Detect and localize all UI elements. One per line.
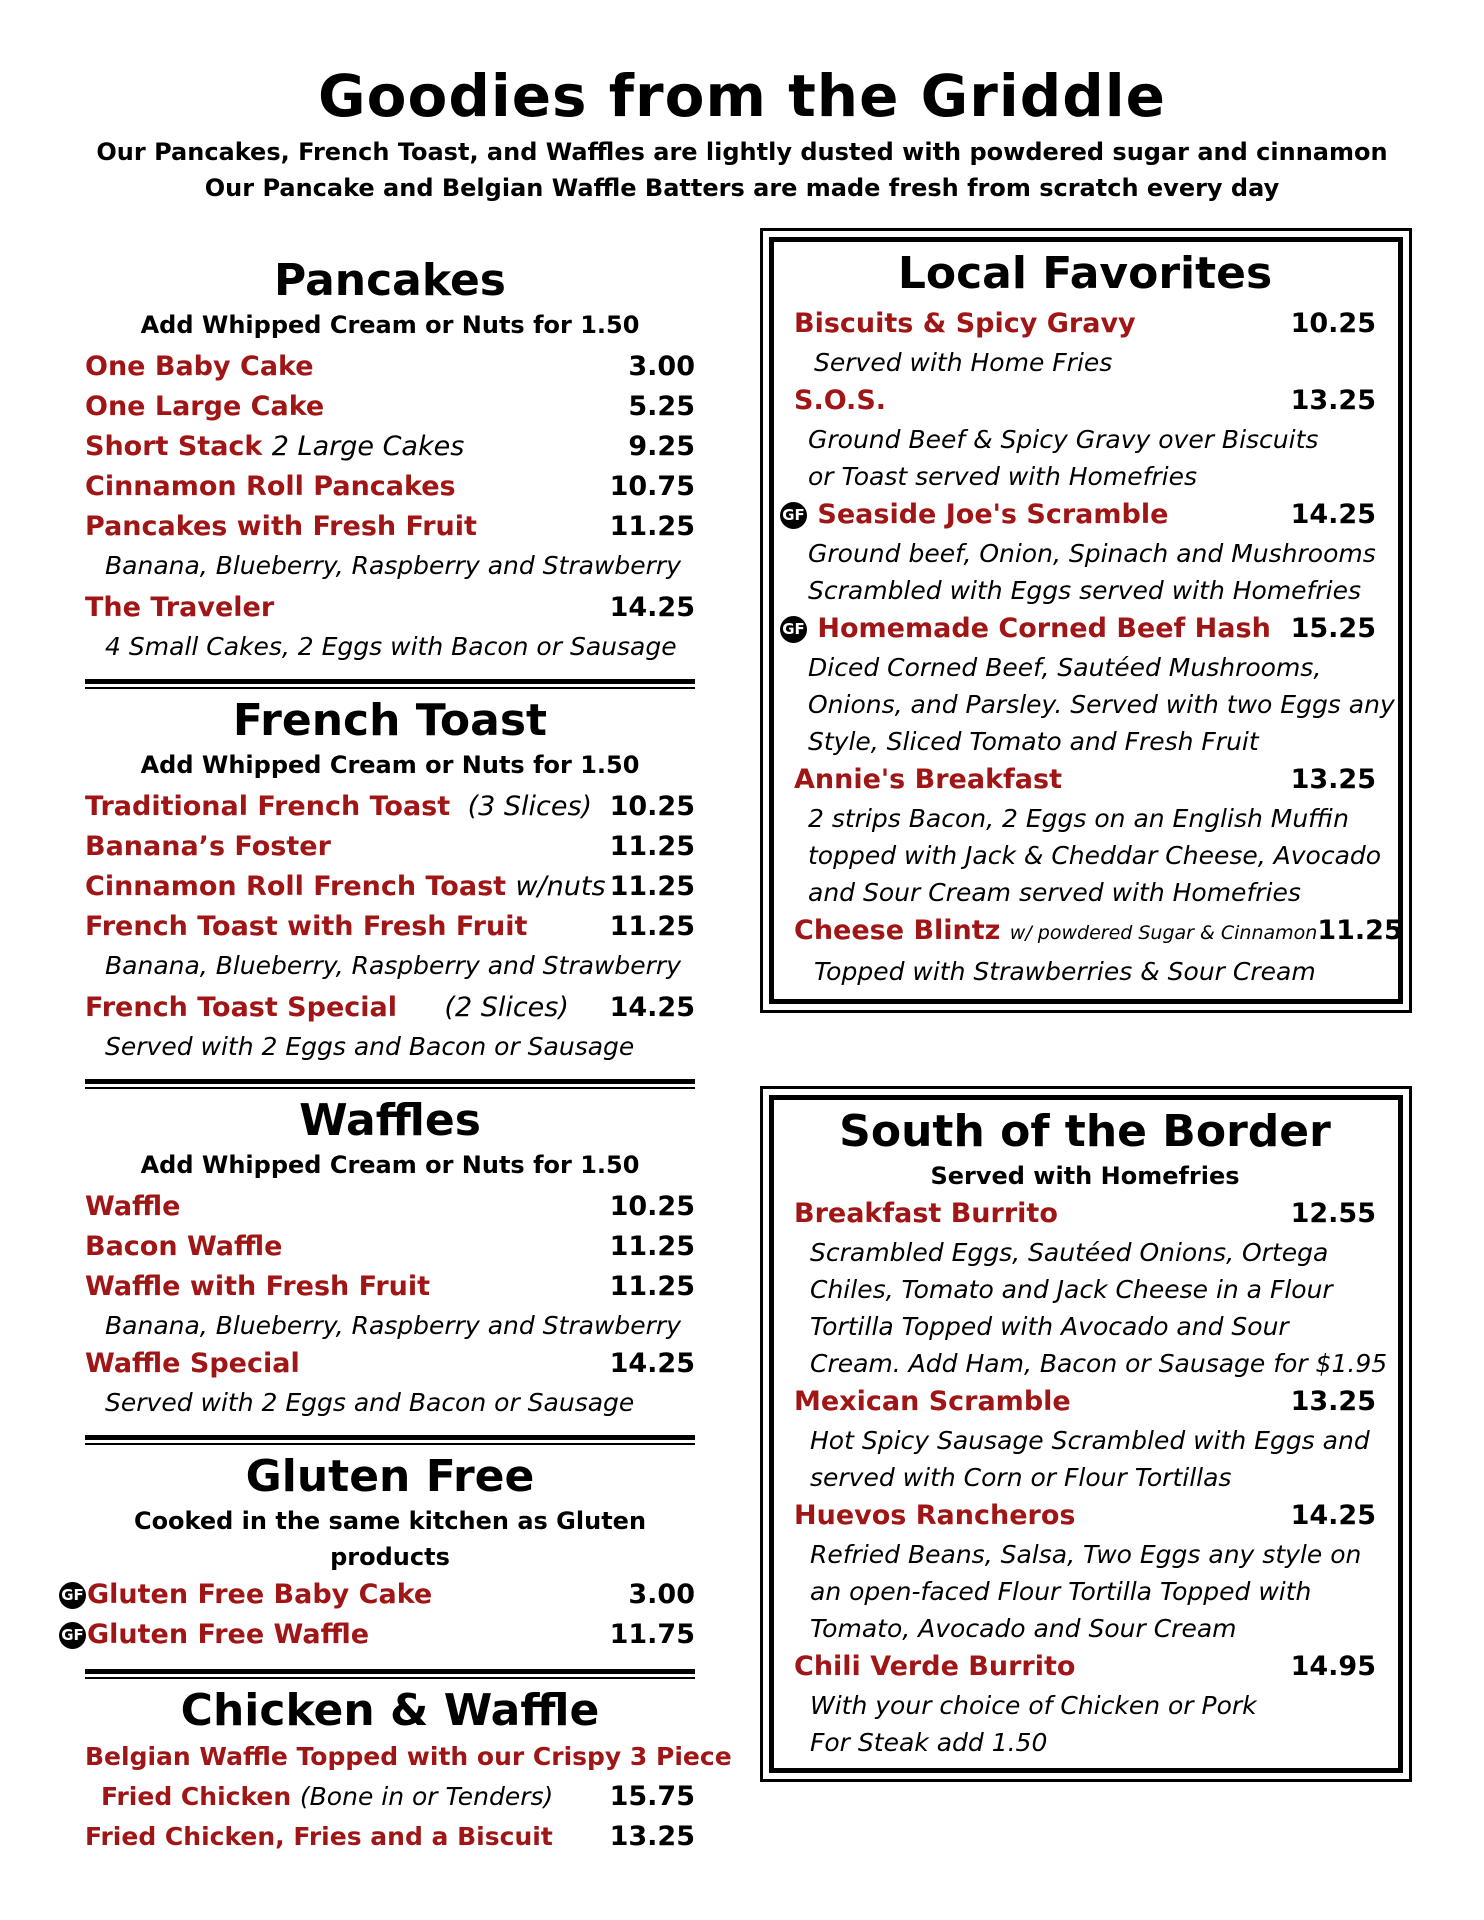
item-description: With your choice of Chicken or Pork — [810, 1691, 1257, 1720]
item-name: S.O.S. — [794, 385, 887, 416]
item-name: Waffle Special — [85, 1348, 300, 1379]
item-description: Served with 2 Eggs and Bacon or Sausage — [105, 1032, 635, 1061]
item-price: 13.25 — [1290, 764, 1376, 795]
item-name: French Toast Special (2 Slices) — [85, 992, 569, 1023]
item-price: 15.75 — [609, 1781, 695, 1812]
item-price: 5.25 — [628, 391, 695, 422]
item-price: 14.25 — [1290, 499, 1376, 530]
item-name: Waffle — [85, 1191, 181, 1222]
item-description: Topped with Strawberries & Sour Cream — [814, 957, 1316, 986]
item-name: GF Gluten Free Waffle — [85, 1615, 369, 1655]
menu-item — [85, 1817, 695, 1857]
item-price: 11.25 — [609, 511, 695, 542]
pancakes-section — [85, 255, 695, 665]
item-description: Tomato, Avocado and Sour Cream — [810, 1614, 1237, 1643]
menu-item — [794, 381, 1376, 421]
item-description: and Sour Cream served with Homefries — [808, 878, 1301, 907]
section-title: South of the Border — [839, 1106, 1331, 1157]
menu-item — [85, 467, 695, 507]
item-description: 4 Small Cakes, 2 Eggs with Bacon or Sausage — [105, 632, 677, 661]
item-extra: (3 Slices) — [467, 791, 593, 822]
item-price: 11.25 — [609, 871, 695, 902]
item-price: 11.25 — [609, 1271, 695, 1302]
item-price: 14.25 — [609, 592, 695, 623]
menu-item — [85, 1344, 695, 1384]
gluten-free-icon: GF — [59, 1622, 86, 1649]
item-name: Huevos Rancheros — [794, 1500, 1076, 1531]
item-description: Banana, Blueberry, Raspberry and Strawberry — [105, 551, 682, 580]
menu-item — [85, 1227, 695, 1267]
item-name: Short Stack 2 Large Cakes — [85, 431, 465, 462]
item-price: 14.95 — [1290, 1651, 1376, 1682]
item-name: GF Homemade Corned Beef Hash — [794, 609, 1271, 649]
item-name: Fried Chicken, Fries and a Biscuit — [85, 1822, 553, 1851]
section-title: French Toast — [232, 695, 548, 746]
local-favorites-section — [769, 237, 1403, 1004]
item-extra: (2 Slices) — [444, 992, 569, 1023]
item-name: Breakfast Burrito — [794, 1198, 1058, 1229]
item-description: Tortilla Topped with Avocado and Sour — [810, 1312, 1289, 1341]
item-name: Chili Verde Burrito — [794, 1651, 1076, 1682]
south-border-box — [760, 1086, 1412, 1782]
section-divider — [85, 1435, 695, 1445]
menu-item — [85, 787, 695, 827]
menu-item — [85, 988, 695, 1028]
gluten-free-icon: GF — [780, 502, 807, 529]
item-description: served with Corn or Flour Tortillas — [810, 1463, 1232, 1492]
item-name: One Baby Cake — [85, 351, 314, 382]
menu-item — [85, 907, 695, 947]
menu-item — [794, 1496, 1376, 1536]
section-note: Cooked in the same kitchen as Gluten products — [133, 1507, 647, 1571]
item-price: 9.25 — [628, 431, 695, 462]
menu-item — [61, 1575, 695, 1615]
gluten-free-icon: GF — [59, 1582, 86, 1609]
item-price: 11.25 — [609, 911, 695, 942]
item-name: Pancakes with Fresh Fruit — [85, 511, 477, 542]
menu-item — [794, 911, 1403, 953]
item-name: Cinnamon Roll French Toast w/nuts — [85, 871, 606, 902]
menu-item — [85, 507, 695, 547]
menu-item — [85, 1737, 732, 1777]
item-description: Ground beef, Onion, Spinach and Mushrooms — [808, 539, 1376, 568]
item-description: Served with 2 Eggs and Bacon or Sausage — [105, 1388, 635, 1417]
item-description: Scrambled with Eggs served with Homefries — [808, 576, 1361, 605]
menu-item — [61, 1615, 695, 1655]
item-price: 10.25 — [609, 791, 695, 822]
item-description: Diced Corned Beef, Sautéed Mushrooms, — [808, 653, 1322, 682]
menu-item — [85, 1777, 695, 1817]
item-extra: 2 Large Cakes — [271, 431, 465, 462]
item-price: 10.25 — [609, 1191, 695, 1222]
item-price: 11.25 — [609, 831, 695, 862]
section-title: Chicken & Waffle — [180, 1685, 600, 1736]
item-price: 14.25 — [1290, 1500, 1376, 1531]
header-note-1: Our Pancakes, French Toast, and Waffles are lightly dusted with powdered sugar and cinnamon — [96, 138, 1388, 166]
section-title: Gluten Free — [245, 1451, 535, 1502]
item-price: 11.25 — [1317, 915, 1403, 946]
item-name: Fried Chicken (Bone in or Tenders) — [101, 1782, 554, 1811]
item-price: 11.75 — [609, 1619, 695, 1650]
item-name: French Toast with Fresh Fruit — [85, 911, 528, 942]
item-description: Onions, and Parsley. Served with two Eggs any — [808, 690, 1395, 719]
item-price: 3.00 — [628, 351, 695, 382]
item-price: 10.25 — [1290, 308, 1376, 339]
menu-item — [85, 588, 695, 628]
item-extra: (Bone in or Tenders) — [299, 1782, 554, 1811]
item-name: Annie's Breakfast — [794, 764, 1062, 795]
item-price: 3.00 — [628, 1579, 695, 1610]
menu-item — [794, 760, 1376, 800]
item-description: or Toast served with Homefries — [808, 462, 1198, 491]
item-name: The Traveler — [85, 592, 275, 623]
item-description: Banana, Blueberry, Raspberry and Strawberry — [105, 951, 682, 980]
item-description: topped with Jack & Cheddar Cheese, Avocado — [808, 841, 1382, 870]
item-name: One Large Cake — [85, 391, 325, 422]
menu-item — [85, 1187, 695, 1227]
item-price: 10.75 — [609, 471, 695, 502]
section-title: Waffles — [299, 1095, 481, 1146]
section-title: Pancakes — [274, 255, 506, 306]
item-description: Scrambled Eggs, Sautéed Onions, Ortega — [810, 1238, 1329, 1267]
item-price: 11.25 — [609, 1231, 695, 1262]
gluten-free-icon: GF — [780, 616, 807, 643]
section-title: Local Favorites — [897, 248, 1273, 299]
menu-item — [85, 427, 695, 467]
item-price: 15.25 — [1290, 613, 1376, 644]
header-note-2: Our Pancake and Belgian Waffle Batters are made fresh from scratch every day — [204, 174, 1280, 202]
section-note: Add Whipped Cream or Nuts for 1.50 — [140, 751, 640, 779]
item-price: 13.25 — [1290, 385, 1376, 416]
item-extra: w/ powdered Sugar & Cinnamon — [1009, 922, 1318, 944]
item-description: an open-faced Flour Tortilla Topped with — [810, 1577, 1312, 1606]
menu-item — [794, 1647, 1376, 1687]
french-toast-section — [85, 695, 695, 1065]
item-name: Waffle with Fresh Fruit — [85, 1271, 431, 1302]
item-description: Style, Sliced Tomato and Fresh Fruit — [808, 727, 1259, 756]
left-column — [61, 255, 732, 1857]
item-description: Hot Spicy Sausage Scrambled with Eggs and — [810, 1426, 1370, 1455]
item-description: Chiles, Tomato and Jack Cheese in a Flour — [810, 1275, 1333, 1304]
menu-item — [794, 304, 1376, 344]
item-name: Cinnamon Roll Pancakes — [85, 471, 456, 502]
menu-item — [85, 387, 695, 427]
menu-item — [782, 495, 1376, 535]
item-price: 13.25 — [1290, 1386, 1376, 1417]
menu-item — [782, 609, 1376, 649]
item-description: Refried Beans, Salsa, Two Eggs any style on — [810, 1540, 1362, 1569]
item-price: 12.55 — [1290, 1198, 1376, 1229]
section-note: Served with Homefries — [930, 1162, 1240, 1190]
item-description: Cream. Add Ham, Bacon or Sausage for $1.95 — [810, 1349, 1388, 1378]
item-name: Belgian Waffle Topped with our Crispy 3 Piece — [85, 1742, 732, 1771]
south-border-section — [769, 1095, 1403, 1773]
item-description: For Steak add 1.50 — [810, 1728, 1048, 1757]
item-name: Bacon Waffle — [85, 1231, 283, 1262]
item-name: Mexican Scramble — [794, 1386, 1071, 1417]
chicken-waffle-section — [85, 1685, 732, 1857]
item-price: 14.25 — [609, 992, 695, 1023]
item-extra: w/nuts — [515, 871, 606, 902]
item-name: Biscuits & Spicy Gravy — [794, 308, 1136, 339]
section-divider — [85, 1669, 695, 1679]
item-description: Banana, Blueberry, Raspberry and Strawberry — [105, 1311, 682, 1340]
menu-item — [85, 867, 695, 907]
section-note: Add Whipped Cream or Nuts for 1.50 — [140, 1151, 640, 1179]
item-name: GF Seaside Joe's Scramble — [794, 495, 1168, 535]
item-description: Served with Home Fries — [814, 348, 1113, 377]
menu-item — [85, 1267, 695, 1307]
item-name: Traditional French Toast (3 Slices) — [85, 791, 593, 822]
item-price: 13.25 — [609, 1821, 695, 1852]
menu-item — [794, 1194, 1376, 1234]
item-description: Ground Beef & Spicy Gravy over Biscuits — [808, 425, 1319, 454]
menu-item — [794, 1382, 1376, 1422]
section-note: Add Whipped Cream or Nuts for 1.50 — [140, 311, 640, 339]
menu-item — [85, 827, 695, 867]
section-divider — [85, 1079, 695, 1089]
section-divider — [85, 679, 695, 689]
menu-item — [85, 347, 695, 387]
item-name: Cheese Blintz w/ powdered Sugar & Cinnamon — [794, 915, 1318, 946]
item-price: 14.25 — [609, 1348, 695, 1379]
waffles-section — [85, 1095, 695, 1421]
gluten-free-section — [61, 1451, 695, 1655]
item-name: GF Gluten Free Baby Cake — [85, 1575, 432, 1615]
local-favorites-box — [760, 228, 1412, 1013]
page-title: Goodies from the Griddle — [318, 62, 1166, 130]
item-description: 2 strips Bacon, 2 Eggs on an English Muffin — [808, 804, 1350, 833]
item-name: Banana’s Foster — [85, 831, 331, 862]
